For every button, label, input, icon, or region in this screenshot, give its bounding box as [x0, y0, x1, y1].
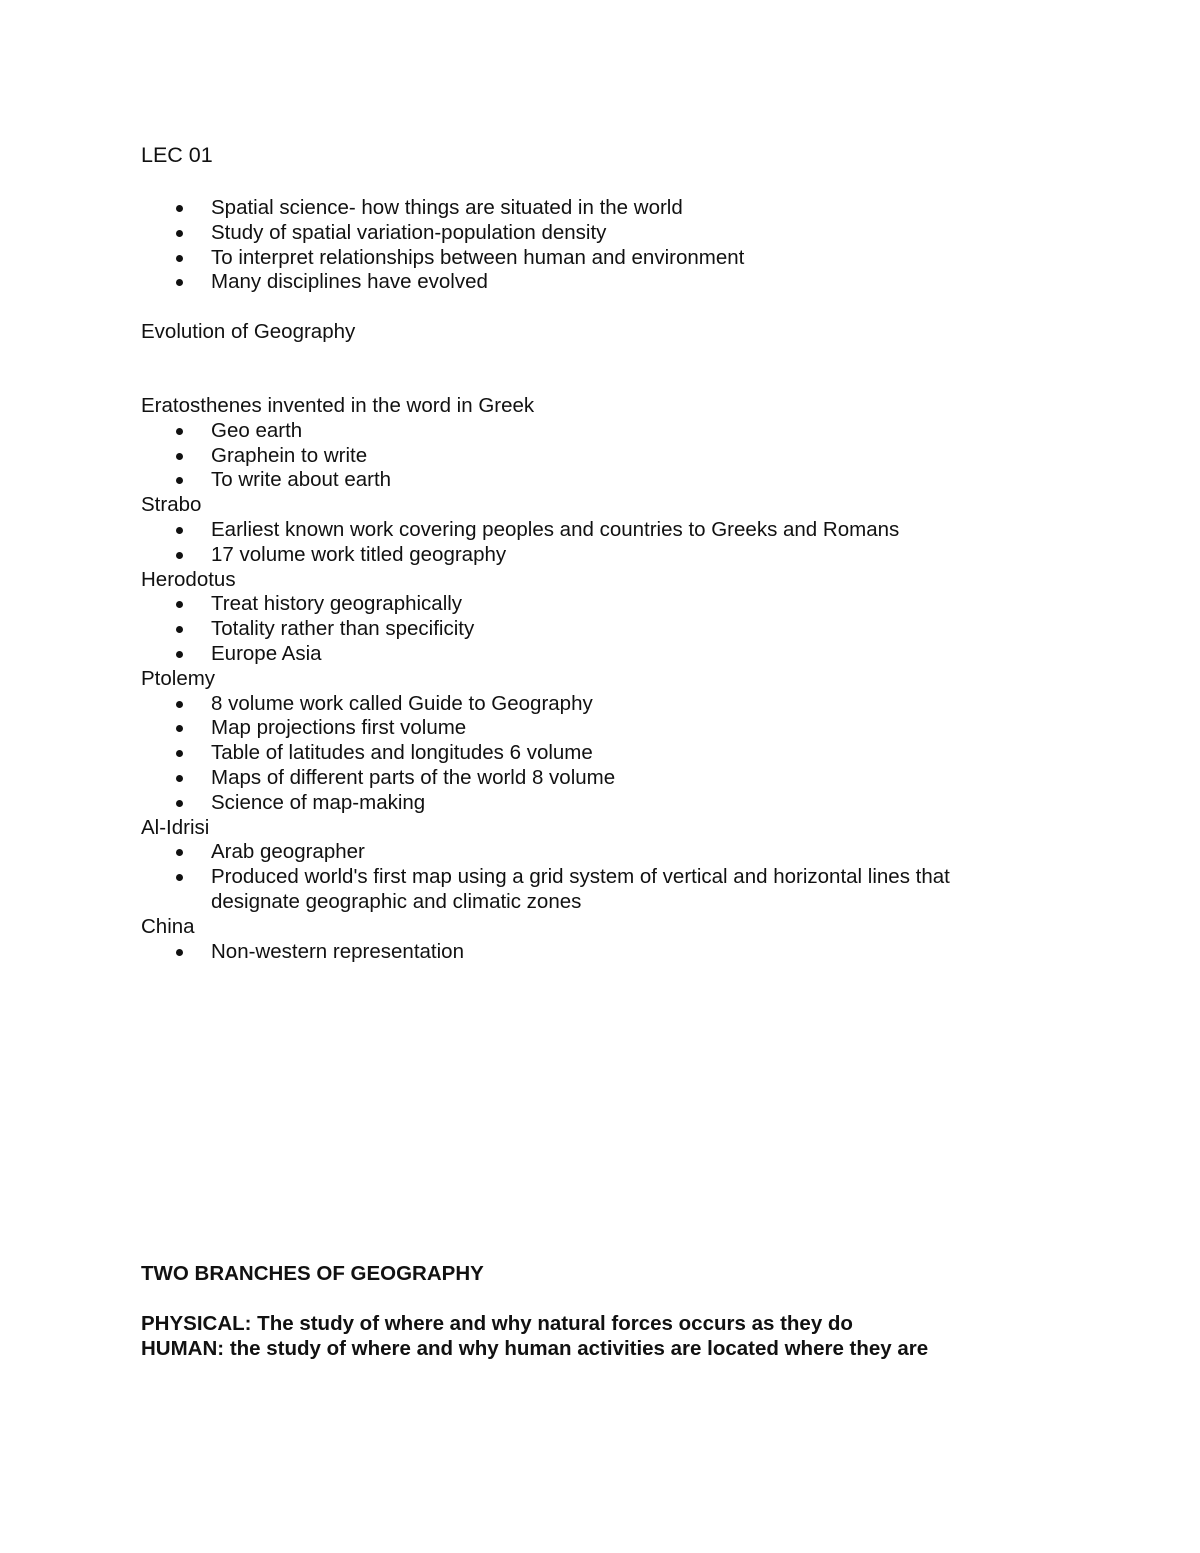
list-item: Treat history geographically: [141, 592, 1011, 617]
bullet-icon: [176, 527, 183, 534]
list-item: 17 volume work titled geography: [141, 543, 1011, 568]
branches-heading: TWO BRANCHES OF GEOGRAPHY: [141, 1262, 484, 1285]
branches-definitions: [141, 1312, 928, 1362]
bullet-icon: [176, 428, 183, 435]
bullet-icon: [176, 552, 183, 559]
list-item: Graphein to write: [141, 444, 1011, 469]
list-item: 8 volume work called Guide to Geography: [141, 692, 1011, 717]
alidrisi-bullet-list: [141, 840, 1011, 914]
strabo-heading: Strabo: [141, 493, 202, 517]
bullet-icon: [176, 601, 183, 608]
bullet-icon: [176, 255, 183, 262]
intro-bullet-list: [141, 196, 744, 295]
alidrisi-heading: Al-Idrisi: [141, 815, 210, 839]
list-item: To write about earth: [141, 468, 1011, 493]
ptolemy-heading: Ptolemy: [141, 666, 216, 690]
list-item: Europe Asia: [141, 642, 1011, 667]
list-item: Arab geographer: [141, 840, 1011, 865]
bullet-icon: [176, 205, 183, 212]
bullet-icon: [176, 750, 183, 757]
bullet-icon: [176, 849, 183, 856]
list-item: Table of latitudes and longitudes 6 volume: [141, 741, 1011, 766]
eratosthenes-bullet-list: [141, 419, 1011, 493]
list-item: Map projections first volume: [141, 716, 1011, 741]
bullet-icon: [176, 775, 183, 782]
list-item: To interpret relationships between human and environment: [141, 246, 744, 271]
human-definition: HUMAN: the study of where and why human activities are located where they are: [141, 1336, 929, 1360]
lecture-title: LEC 01: [141, 143, 213, 167]
list-item: Earliest known work covering peoples and countries to Greeks and Romans: [141, 518, 1011, 543]
bullet-icon: [176, 230, 183, 237]
strabo-bullet-list: [141, 518, 1011, 568]
list-item: Non-western representation: [141, 940, 1011, 965]
eratosthenes-heading: Eratosthenes invented in the word in Greek: [141, 394, 535, 417]
bullet-icon: [176, 874, 183, 881]
ptolemy-bullet-list: [141, 692, 1011, 816]
herodotus-heading: Herodotus: [141, 567, 236, 591]
herodotus-bullet-list: [141, 592, 1011, 666]
list-item: Produced world's first map using a grid system of vertical and horizontal lines that designate geographic and climatic zones: [141, 865, 1011, 915]
bullet-icon: [176, 453, 183, 460]
list-item: Totality rather than specificity: [141, 617, 1011, 642]
history-section: [141, 394, 1011, 964]
physical-definition: PHYSICAL: The study of where and why natural forces occurs as they do: [141, 1312, 853, 1335]
list-item: Spatial science- how things are situated in the world: [141, 196, 744, 221]
list-item: Science of map-making: [141, 791, 1011, 816]
bullet-icon: [176, 701, 183, 708]
bullet-icon: [176, 279, 183, 286]
evolution-heading: Evolution of Geography: [141, 320, 356, 343]
list-item: Study of spatial variation-population density: [141, 221, 744, 246]
list-item: Geo earth: [141, 419, 1011, 444]
bullet-icon: [176, 626, 183, 633]
china-bullet-list: [141, 940, 1011, 965]
china-heading: China: [141, 914, 195, 938]
bullet-icon: [176, 949, 183, 956]
bullet-icon: [176, 725, 183, 732]
bullet-icon: [176, 651, 183, 658]
list-item: Maps of different parts of the world 8 volume: [141, 766, 1011, 791]
list-item: Many disciplines have evolved: [141, 270, 744, 295]
bullet-icon: [176, 477, 183, 484]
bullet-icon: [176, 800, 183, 807]
